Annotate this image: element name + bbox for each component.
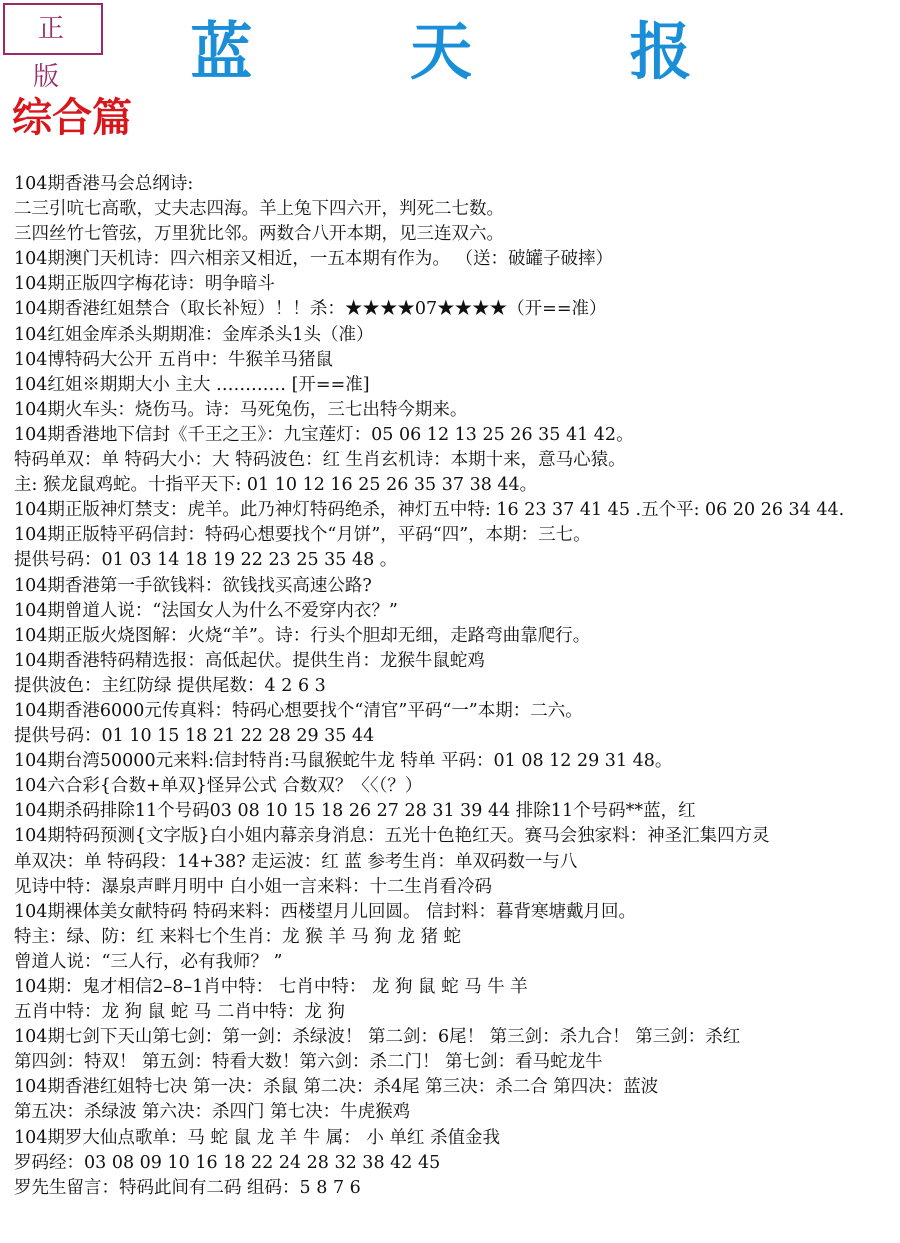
text-line: 曾道人说：“三人行，必有我师？ ” <box>14 951 283 972</box>
text-line: 特主：绿、防：红 来料七个生肖：龙 猴 羊 马 狗 龙 猪 蛇 <box>14 926 462 947</box>
text-line: 104期香港第一手欲钱料：欲钱找买高速公路? <box>14 575 372 596</box>
text-line: 罗码经：03 08 09 10 16 18 22 24 28 32 38 42 45 <box>14 1152 441 1173</box>
text-line: 104六合彩{合数+单双}怪异公式 合数双？〈〈（？） <box>14 776 423 797</box>
text-line: 104期香港6000元传真料：特码心想要找个“清官”平码“一”本期：二六。 <box>14 700 583 721</box>
text-line: 104期正版火烧图解：火烧“羊”。诗：行头个胆却无细，走路弯曲靠爬行。 <box>14 625 591 646</box>
text-line: 104期杀码排除11个号码03 08 10 15 18 26 27 28 31 39 44 排除11个号码**蓝，红 <box>14 801 696 822</box>
text-line: 104期：鬼才相信2–8–1肖中特： 七肖中特： 龙 狗 鼠 蛇 马 牛 羊 <box>14 977 528 997</box>
text-line: 104期台湾50000元来料:信封特肖:马鼠猴蛇牛龙 特单 平码：01 08 12 29 31 48。 <box>14 751 673 772</box>
article-body <box>14 172 894 1201</box>
text-line: 104期火车头：烧伤马。诗：马死兔伤，三七出特今期来。 <box>14 399 468 420</box>
text-line: 104期裸体美女献特码 特码来料：西楼望月儿回圆。 信封料：暮背寒塘戴月回。 <box>14 901 637 922</box>
text-line: 104期正版特平码信封：特码心想要找个“月饼”，平码“四”，本期：三七。 <box>14 525 591 546</box>
text-line: 104期罗大仙点歌单：马 蛇 鼠 龙 羊 牛 属： 小 单红 杀值金我 <box>14 1127 500 1148</box>
text-line: 二三引吭七高歌，丈夫志四海。羊上兔下四六开，判死二七数。 <box>14 199 504 220</box>
text-line: 104博特码大公开 五肖中：牛猴羊马猪鼠 <box>14 349 333 370</box>
text-line: 见诗中特：瀑泉声畔月明中 白小姐一言来料：十二生肖看冷码 <box>14 876 493 897</box>
text-line: 104期香港地下信封《千王之王》：九宝莲灯：05 06 12 13 25 26 35 41 42。 <box>14 424 634 445</box>
text-line: 104红姐金库杀头期期准：金库杀头1头（准） <box>14 324 374 345</box>
text-line: 104期香港红姐禁合（取长补短）！！杀：★★★★07★★★★（开==准） <box>14 299 607 320</box>
text-line: 提供波色：主红防绿 提供尾数：4 2 6 3 <box>14 675 326 696</box>
text-line: 第四剑：特双！ 第五剑：特看大数！第六剑：杀二门！ 第七剑：看马蛇龙牛 <box>14 1052 603 1073</box>
text-line: 提供号码：01 10 15 18 21 22 28 29 35 44 <box>14 726 375 747</box>
text-line: 104期正版四字梅花诗：明争暗斗 <box>14 274 275 295</box>
text-line: 104期特码预测{文字版}白小姐内幕亲身消息：五光十色艳红天。赛马会独家料：神圣汇集四方灵 <box>14 826 770 847</box>
text-line: 104期澳门天机诗：四六相亲又相近，一五本期有作为。 （送：破罐子破摔） <box>14 249 613 270</box>
text-line: 104期正版神灯禁支：虎羊。此乃神灯特码绝杀，神灯五中特: 16 23 37 41 45 .五个平: 06 20 26 34 44. <box>14 500 845 521</box>
text-line: 104期香港马会总纲诗: <box>14 174 194 194</box>
text-line: 特码单双：单 特码大小：大 特码波色：红 生肖玄机诗：本期十来，意马心猿。 <box>14 450 626 471</box>
text-line: 104期曾道人说：“法国女人为什么不爱穿内衣？” <box>14 600 398 621</box>
text-line: 三四丝竹七管弦，万里犹比邻。两数合八开本期，见三连双六。 <box>14 224 504 245</box>
text-line: 主: 猴龙鼠鸡蛇。十指平天下: 01 10 12 16 25 26 35 37 38 44。 <box>14 475 538 496</box>
text-line: 第五决：杀绿波 第六决：杀四门 第七决：牛虎猴鸡 <box>14 1102 411 1123</box>
text-line: 五肖中特：龙 狗 鼠 蛇 马 二肖中特：龙 狗 <box>14 1002 345 1023</box>
zhengban-badge: 正 版 <box>3 3 103 55</box>
newspaper-title: 蓝 天 报 <box>190 15 760 88</box>
section-heading: 综合篇 <box>12 94 132 141</box>
text-line: 提供号码：01 03 14 18 19 22 23 25 35 48 。 <box>14 550 398 571</box>
text-line: 104期七剑下天山第七剑：第一剑：杀绿波！ 第二剑：6尾！ 第三剑：杀九合！ 第三剑：杀红 <box>14 1027 741 1048</box>
text-line: 罗先生留言：特码此间有二码 组码：5 8 7 6 <box>14 1177 361 1198</box>
text-line: 104红姐※期期大小 主大 ………… [开==准] <box>14 374 370 395</box>
text-line: 单双决：单 特码段：14+38? 走运波：红 蓝 参考生肖：单双码数一与八 <box>14 851 578 872</box>
text-line: 104期香港特码精选报：高低起伏。提供生肖：龙猴牛鼠蛇鸡 <box>14 650 485 671</box>
text-line: 104期香港红姐特七决 第一决：杀鼠 第二决：杀4尾 第三决：杀二合 第四决：蓝波 <box>14 1077 659 1098</box>
